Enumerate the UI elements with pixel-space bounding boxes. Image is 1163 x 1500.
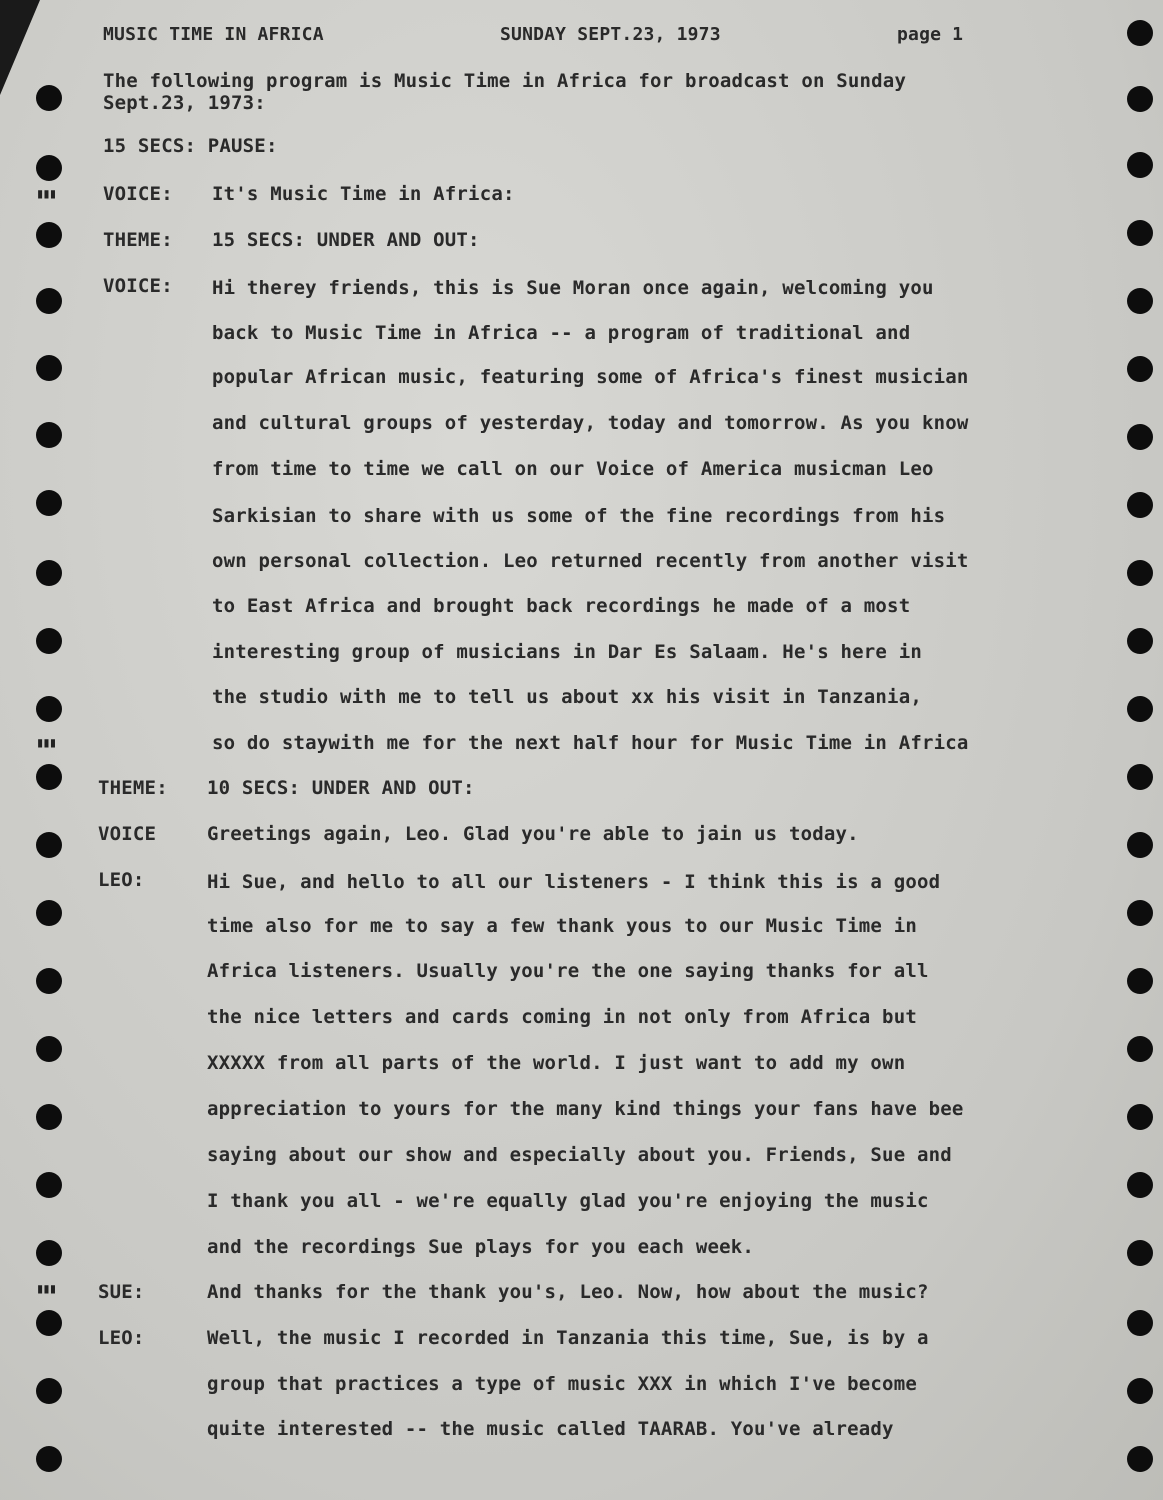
speaker-label: THEME: xyxy=(103,229,173,251)
perforation-hole xyxy=(36,1172,62,1198)
perforation-hole xyxy=(1127,628,1153,654)
script-line: Hi therey friends, this is Sue Moran once again, welcoming you xyxy=(212,277,934,299)
perforation-hole xyxy=(36,628,62,654)
perforation-hole xyxy=(36,764,62,790)
perforation-hole xyxy=(36,422,62,448)
feed-mark: ▮▮▮ xyxy=(36,1281,56,1297)
feed-mark: ▮▮▮ xyxy=(36,735,56,751)
perforation-hole xyxy=(1127,900,1153,926)
perforation-hole xyxy=(36,1104,62,1130)
perforation-hole xyxy=(36,490,62,516)
torn-corner xyxy=(0,0,40,95)
script-line: popular African music, featuring some of Africa's finest musician xyxy=(212,366,969,388)
speaker-label: VOICE: xyxy=(103,275,173,297)
perforation-hole xyxy=(36,85,62,111)
perforation-hole xyxy=(36,560,62,586)
perforation-hole xyxy=(36,222,62,248)
perforation-hole xyxy=(1127,1172,1153,1198)
perforation-hole xyxy=(1127,288,1153,314)
script-line: appreciation to yours for the many kind things your fans have bee xyxy=(207,1098,964,1120)
perforation-hole xyxy=(36,355,62,381)
perforation-hole xyxy=(1127,1378,1153,1404)
script-line: own personal collection. Leo returned recently from another visit xyxy=(212,550,969,572)
perforation-hole xyxy=(1127,220,1153,246)
perforation-hole xyxy=(36,1446,62,1472)
intro-line: Sept.23, 1973: xyxy=(103,92,266,114)
perforation-hole xyxy=(1127,968,1153,994)
perforation-hole xyxy=(1127,560,1153,586)
speaker-label: VOICE xyxy=(98,823,157,845)
perforation-hole xyxy=(1127,1104,1153,1130)
script-line: And thanks for the thank you's, Leo. Now, how about the music? xyxy=(207,1281,929,1303)
script-line: and cultural groups of yesterday, today and tomorrow. As you know xyxy=(212,412,969,434)
perforation-hole xyxy=(1127,1310,1153,1336)
perforation-hole xyxy=(1127,832,1153,858)
header-program: MUSIC TIME IN AFRICA xyxy=(103,24,324,45)
intro-line: The following program is Music Time in Africa for broadcast on Sunday xyxy=(103,70,907,92)
script-line: 15 SECS: UNDER AND OUT: xyxy=(212,229,480,251)
script-line: from time to time we call on our Voice of America musicman Leo xyxy=(212,458,934,480)
script-line: and the recordings Sue plays for you each week. xyxy=(207,1236,755,1258)
script-line: the nice letters and cards coming in not only from Africa but xyxy=(207,1006,917,1028)
perforation-hole xyxy=(36,832,62,858)
perforation-hole xyxy=(1127,86,1153,112)
perforation-hole xyxy=(1127,20,1153,46)
feed-mark: ▮▮▮ xyxy=(36,186,56,202)
perforation-hole xyxy=(36,288,62,314)
script-line: Hi Sue, and hello to all our listeners - I think this is a good xyxy=(207,871,941,893)
script-line: so do staywith me for the next half hour for Music Time in Africa xyxy=(212,732,969,754)
script-line: quite interested -- the music called TAARAB. You've already xyxy=(207,1418,894,1440)
perforation-hole xyxy=(36,696,62,722)
perforation-hole xyxy=(1127,1036,1153,1062)
perforation-hole xyxy=(1127,764,1153,790)
script-line: Greetings again, Leo. Glad you're able to jain us today. xyxy=(207,823,859,845)
script-line: time also for me to say a few thank yous to our Music Time in xyxy=(207,915,917,937)
script-line: group that practices a type of music XXX in which I've become xyxy=(207,1373,917,1395)
perforation-hole xyxy=(1127,152,1153,178)
perforation-hole xyxy=(1127,696,1153,722)
script-line: back to Music Time in Africa -- a program of traditional and xyxy=(212,322,911,344)
script-line: 10 SECS: UNDER AND OUT: xyxy=(207,777,475,799)
script-line: Sarkisian to share with us some of the fine recordings from his xyxy=(212,505,946,527)
perforation-hole xyxy=(1127,356,1153,382)
speaker-label: LEO: xyxy=(98,869,145,891)
perforation-hole xyxy=(36,968,62,994)
script-line: I thank you all - we're equally glad you're enjoying the music xyxy=(207,1190,929,1212)
perforation-hole xyxy=(1127,1446,1153,1472)
perforation-hole xyxy=(36,1310,62,1336)
speaker-label: SUE: xyxy=(98,1281,145,1303)
perforation-hole xyxy=(36,1036,62,1062)
script-line: 15 SECS: PAUSE: xyxy=(103,135,278,157)
speaker-label: VOICE: xyxy=(103,183,173,205)
script-line: Well, the music I recorded in Tanzania this time, Sue, is by a xyxy=(207,1327,929,1349)
perforation-hole xyxy=(36,155,62,181)
script-line: the studio with me to tell us about xx his visit in Tanzania, xyxy=(212,686,922,708)
perforation-hole xyxy=(36,900,62,926)
perforation-hole xyxy=(1127,424,1153,450)
speaker-label: THEME: xyxy=(98,777,168,799)
speaker-label: LEO: xyxy=(98,1327,145,1349)
script-line: to East Africa and brought back recordings he made of a most xyxy=(212,595,911,617)
script-line: saying about our show and especially about you. Friends, Sue and xyxy=(207,1144,952,1166)
header-date: SUNDAY SEPT.23, 1973 xyxy=(500,24,721,45)
perforation-hole xyxy=(1127,492,1153,518)
header-page: page 1 xyxy=(897,24,964,45)
perforation-hole xyxy=(36,1240,62,1266)
script-line: Africa listeners. Usually you're the one saying thanks for all xyxy=(207,960,929,982)
perforation-hole xyxy=(1127,1240,1153,1266)
script-line: interesting group of musicians in Dar Es Salaam. He's here in xyxy=(212,641,922,663)
perforation-hole xyxy=(36,1378,62,1404)
script-line: XXXXX from all parts of the world. I just want to add my own xyxy=(207,1052,906,1074)
script-line: It's Music Time in Africa: xyxy=(212,183,515,205)
